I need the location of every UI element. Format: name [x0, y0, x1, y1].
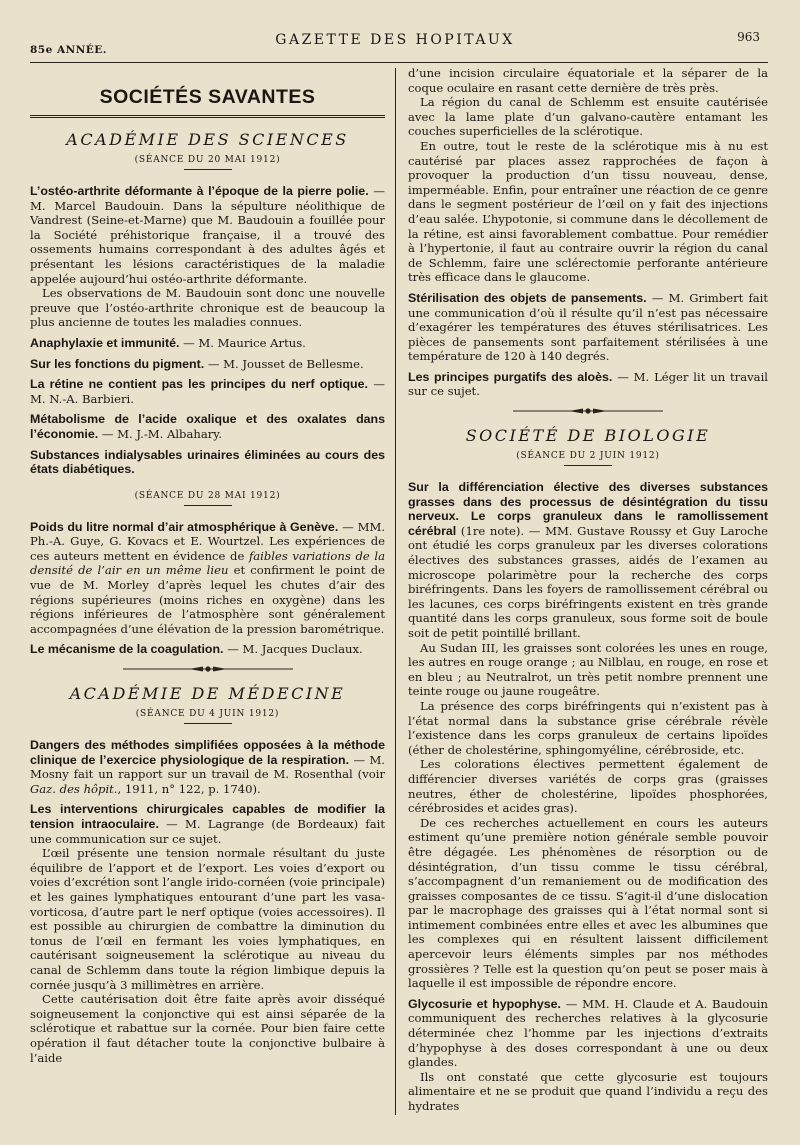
- journal-title: GAZETTE DES HOPITAUX: [275, 32, 515, 48]
- ornament-divider: [408, 407, 768, 418]
- divider: [184, 723, 232, 724]
- column-rule: [395, 68, 396, 1115]
- article-dangers: [30, 738, 385, 796]
- article-body: Dans la sépulture néolithique de Vandrest (Seine-et-Marne) que M. Baudouin a fouillée pour la Société préhistorique française, il a trouvé des ossements humains correspondant à des adultes âgés et présentant les lésions caractéristiques de la maladie appelée aujourd’hui ostéo-arthrite déformante.: [30, 198, 385, 286]
- article-title: La rétine ne contient pas les principes du nerf optique.: [30, 377, 368, 392]
- article-author: — MM. Ph.-A. Guye, G. Kovacs et E. Wourtzel.: [30, 519, 385, 549]
- article-author: — M. J.-M. Albahary.: [101, 426, 223, 441]
- page-number: 963: [737, 30, 760, 44]
- paragraph: Cette cautérisation doit être faite après avoir disséqué soigneusement la conjonctive qui est ainsi séparée de la sclérotique et rabattue sur la cornée. Pour bien faire cette opération il faut détacher toute la conjonctive bulbaire à l’aide: [30, 992, 385, 1065]
- article-sterilisation: [408, 291, 768, 364]
- article-title: Sur les fonctions du pigment.: [30, 356, 205, 371]
- session-date: (SÉANCE DU 28 MAI 1912): [134, 490, 281, 501]
- article-author: — MM. Gustave Roussy et Guy Laroche: [524, 523, 768, 538]
- paragraph: De ces recherches actuellement en cours les auteurs estiment qu’une première notion générale semble pouvoir être dégagée. Les phénomènes de résorption ou de désintégration, d’un tissu comme le tissu cérébral, s’accompagnent d’un remaniement ou de modification des graisses composantes de ce tissu. S’agit-il d’une dislocation par le macrophage des graisses qui à l’état normal sont si intimement combinées entre elles et avec les albumines que les complexes qui en résultent laissent difficilement apercevoir leurs éléments simples par nos méthodes grossières ? Telle est la question qu’on peut se poser mais à laquelle il est impossible de répondre encore.: [408, 815, 768, 991]
- article-coagulation: [30, 642, 385, 657]
- article-substances: [30, 448, 385, 477]
- article-author: — M. Maurice Artus.: [183, 335, 306, 350]
- issue-year: 85e ANNÉE.: [30, 44, 107, 56]
- article-title: Poids du litre normal d’air atmosphérique à Genève.: [30, 519, 339, 534]
- header-rule: [30, 62, 768, 63]
- article-title: Les principes purgatifs des aloès.: [408, 369, 613, 384]
- article-title: L’ostéo-arthrite déformante à l’époque de la pierre polie.: [30, 184, 369, 198]
- academy-medecine-heading: ACADÉMIE DE MÉDECINE: [69, 684, 346, 704]
- article-title: Substances indialysables urinaires éliminées au cours des états diabétiques.: [30, 447, 385, 477]
- article-emphasis: faibles variations de la densité de l’air en un même lieu: [30, 548, 385, 578]
- article-pigment: [30, 357, 385, 372]
- paragraph: d’une incision circulaire équatoriale et la séparer de la coque oculaire en rasant cette dernière de très près.: [408, 66, 768, 95]
- academy-sciences-heading: ACADÉMIE DES SCIENCES: [66, 130, 349, 149]
- paragraph: Les observations de M. Baudouin sont donc une nouvelle preuve que l’ostéo-arthrite chronique est de beaucoup la plus ancienne de toutes les maladies connues.: [30, 286, 385, 330]
- session-date: (SÉANCE DU 4 JUIN 1912): [135, 709, 280, 720]
- article-body: fait un rapport sur un travail de M. Rosenthal (voir: [68, 767, 385, 782]
- article-title: Stérilisation des objets de pansements.: [408, 290, 647, 305]
- article-body: ont étudié les corps granuleux par les diverses colorations électives des substances grasses, aidés de l’examen au microscope polarimètre pour la recherche des corps biréfringents. Dans les foyers de ramollissement cérébral ou les lacunes, ces corps biréfringents existent en très grande quantité dans les corps granuleux, sous forme soit de boule soit de petit pointillé brillant.: [408, 538, 768, 640]
- article-title: Dangers des méthodes simplifiées opposées à la méthode clinique de l’exercice physiologique de la respiration.: [30, 738, 385, 767]
- article-author: — M. Marcel Baudouin.: [30, 184, 386, 213]
- paragraph: Ils ont constaté que cette glycosurie est toujours alimentaire et ne se produit que quand l’individu a reçu des hydrates: [408, 1069, 768, 1113]
- columns: [30, 66, 768, 1115]
- article-anaphylaxie: [30, 336, 385, 351]
- article-body: fait une communication d’où il résulte qu’il n’est pas nécessaire d’exagérer les températures des étuves stérilisatrices. Les pièces de pansements sont parfaitement stérilisées à une température de 120 à 140 degrés.: [408, 290, 768, 364]
- article-oxalique: [30, 412, 385, 441]
- article-title: Sur la différenciation élective des diverses substances grasses dans des processus de désintégration du tissu nerveux. Le corps granuleux dans le ramollissement cérébral: [408, 480, 768, 538]
- article-glycosurie: [408, 997, 768, 1070]
- article-osteo: [30, 184, 385, 286]
- article-author: — M. N.-A. Barbieri.: [30, 377, 385, 406]
- article-poids: [30, 520, 385, 637]
- article-title: Anaphylaxie et immunité.: [30, 335, 180, 350]
- article-body: et confirment le point de vue de M. Morley d’après lequel les chutes d’air des régions supérieures (moins riches en oxygène) dans les régions inférieures de l’atmosphère sont généralement accompagnées d’une élévation de la pression barométrique.: [30, 563, 386, 636]
- divider: [184, 505, 232, 506]
- article-differenciation: [408, 480, 768, 641]
- section-rule: [30, 115, 385, 118]
- article-note: (1re note).: [456, 523, 525, 538]
- article-author: — M. Grimbert: [651, 290, 744, 305]
- ornament-divider: [30, 665, 385, 676]
- article-author: — M. Jousset de Bellesme.: [207, 356, 364, 371]
- article-body: (de Bordeaux) fait une communication sur ce sujet.: [30, 817, 386, 846]
- session-date: (SÉANCE DU 20 MAI 1912): [134, 155, 281, 165]
- section-title: SOCIÉTÉS SAVANTES: [99, 86, 316, 108]
- article-purgatifs: [408, 370, 768, 399]
- paragraph: Les colorations électives permettent également de différencier diverses variétés de corps gras (graisses neutres, éther de cholestérine, lipoïdes phosphorées, cérébrosides et acides gras).: [408, 757, 768, 816]
- article-body: communiquent des recherches relatives à la glycosurie déterminée chez l’homme par les injections d’extraits d’hypophyse à des doses correspondant à une ou deux glandes.: [408, 1011, 768, 1070]
- article-retine: [30, 377, 385, 406]
- paragraph: L’œil présente une tension normale résultant du juste équilibre de l’apport et de l’export. Les voies d’export ou voies d’excrétion sont l’angle irido-cornéen (voie principale) et les gaines lymphatiques entourant d’une part les vasa-vorticosa, d’autre part le nerf optique (voies accessoires). Il est possible au chirurgien de combattre la diminution du tonus de l’œil en fermant les voies lymphatiques, en cautérisant soigneusement la sclérotique au niveau du canal de Schlemm dans toute la région limbique depuis la cornée jusqu’à 3 millimètres en arrière.: [30, 846, 385, 992]
- article-title: Glycosurie et hypophyse.: [408, 996, 561, 1011]
- right-column: [404, 66, 768, 1115]
- ornament-divider-icon: [513, 407, 663, 415]
- article-author: — M. Lagrange: [166, 817, 265, 831]
- paragraph: La région du canal de Schlemm est ensuite cautérisée avec la lame plate d’un galvano-cautère entamant les couches superficielles de la sclérotique.: [408, 95, 768, 139]
- article-title: Métabolisme de l’acide oxalique et des oxalates dans l’économie.: [30, 412, 385, 441]
- article-emphasis: Gaz. des hôpit.: [30, 781, 118, 796]
- paragraph: Au Sudan III, les graisses sont colorées les unes en rouge, les autres en rouge orange ; au Nilblau, en rouge, en rose et en bleu ; au Neutralrot, un très petit nombre prennent une teinte rouge ou jaune rougeâtre.: [408, 640, 768, 699]
- article-author: — MM. H. Claude et A. Baudouin: [565, 996, 768, 1011]
- paragraph: En outre, tout le reste de la sclérotique mis à nu est cautérisé par places assez rapprochées de façon à provoquer la production d’un tissu nouveau, dense, imperméable. Enfin, pour entraîner une réaction de ce genre dans le segment postérieur de l’œil on y fait des injections d’eau salée. L’hypotonie, si commune dans le décollement de la rétine, est ainsi favorablement combattue. Pour remédier à l’hypertonie, il faut au contraire ouvrir la région du canal de Schlemm, faire une sclérectomie perforante antérieure très efficace dans le glaucome.: [408, 138, 768, 285]
- article-author: — M. Jacques Duclaux.: [227, 642, 363, 657]
- article-title: Les interventions chirurgicales capables de modifier la tension intraoculaire.: [30, 802, 385, 831]
- article-body: lit un travail sur ce sujet.: [408, 369, 768, 399]
- article-author: — M. Léger: [617, 369, 689, 384]
- divider: [184, 169, 232, 170]
- ornament-divider-icon: [123, 665, 293, 673]
- article-interventions: [30, 802, 385, 846]
- societe-biologie-heading: SOCIÉTÉ DE BIOLOGIE: [465, 426, 711, 446]
- article-body: Les expériences de ces auteurs mettent en évidence de: [30, 534, 385, 563]
- article-title: Le mécanisme de la coagulation.: [30, 642, 224, 657]
- article-body: , 1911, n° 122, p. 1740).: [117, 781, 261, 796]
- paragraph: La présence des corps biréfringents qui n’existent pas à l’état normal dans la substance grise cérébrale révèle l’existence dans les corps granuleux de certains lipoïdes (éther de cholestérine, sphingomyéline, cérébroside, etc.: [408, 698, 768, 757]
- article-author: — M. Mosny: [30, 752, 385, 782]
- left-column: [30, 66, 395, 1115]
- running-header: [30, 30, 760, 56]
- divider: [564, 465, 612, 466]
- session-date: (SÉANCE DU 2 JUIN 1912): [516, 451, 660, 462]
